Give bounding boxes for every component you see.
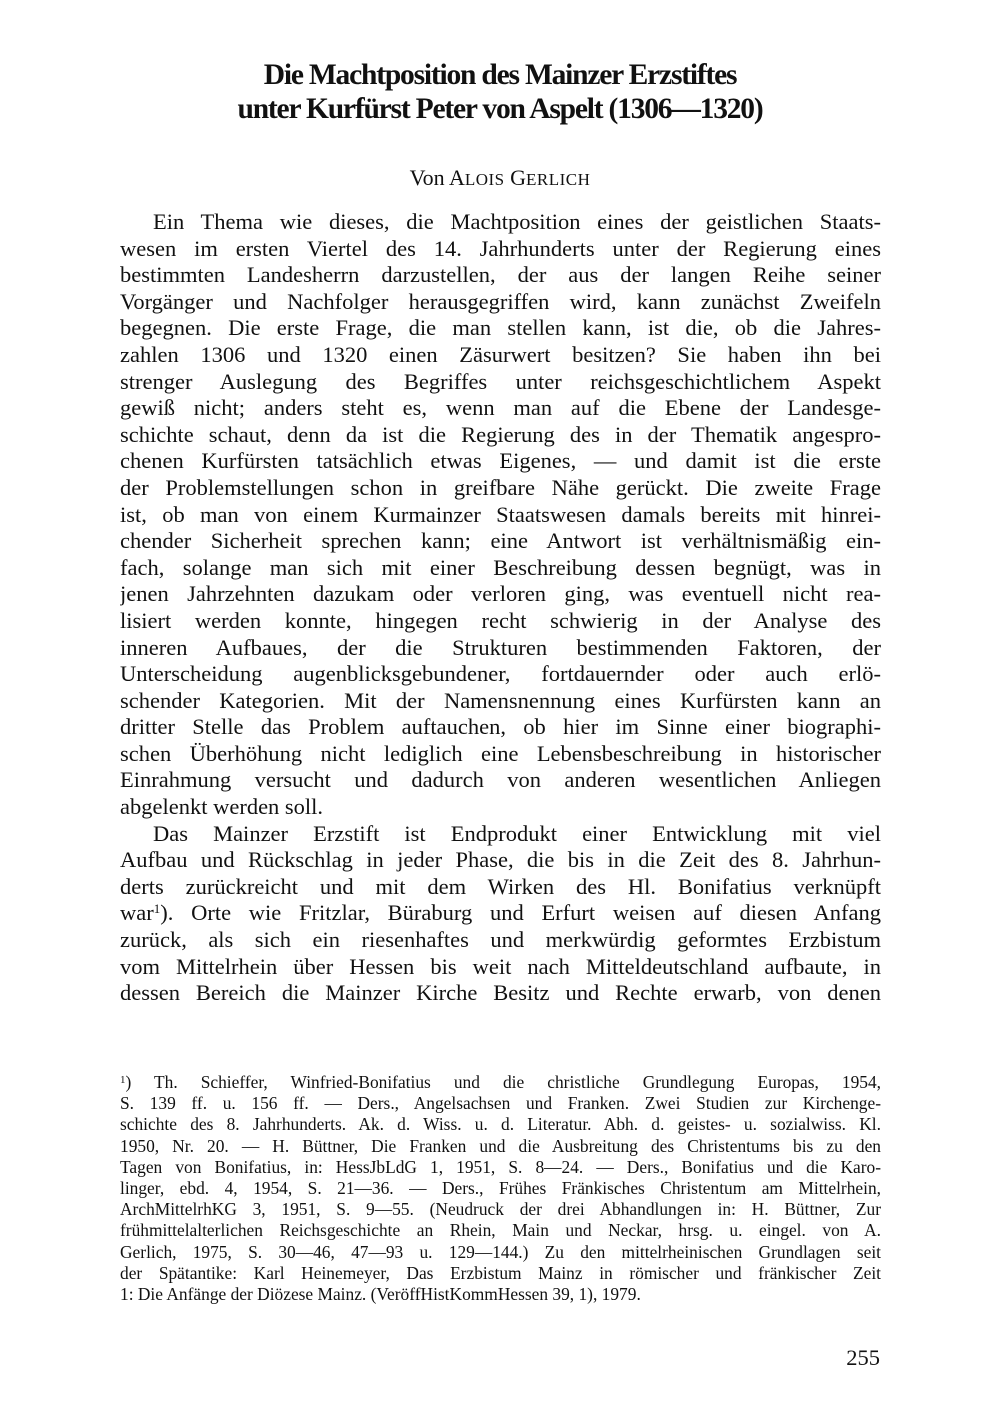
body-line bbox=[120, 741, 881, 768]
footnote-line bbox=[120, 1220, 881, 1241]
body-line-text: inneren Aufbaues, der die Strukturen bestimmenden Faktoren, der bbox=[120, 634, 881, 660]
body-line bbox=[120, 528, 881, 555]
body-line bbox=[120, 847, 881, 874]
body-line-text: Ein Thema wie dieses, die Machtposition eines der geistlichen Staats- bbox=[153, 209, 881, 234]
body-line bbox=[120, 874, 881, 901]
body-line-text: schen Überhöhung nicht lediglich eine Lebensbeschreibung in historischer bbox=[120, 740, 881, 766]
footnote-line-text: 1950, Nr. 20. — H. Büttner, Die Franken und die Ausbreitung des Christentums bis zu den bbox=[120, 1135, 881, 1156]
body-line-text-continued: ). Orte wie Fritzlar, Büraburg und Erfurt weisen auf diesen Anfang bbox=[160, 900, 881, 926]
body-line-text: schichte schaut, denn da ist die Regierung des in der Thematik angespro- bbox=[120, 421, 881, 447]
body-line bbox=[120, 794, 881, 821]
author-first-rest: LOIS bbox=[464, 170, 505, 189]
body-line bbox=[120, 289, 881, 316]
body-line bbox=[120, 342, 881, 369]
author-byline bbox=[120, 164, 880, 194]
body-line bbox=[120, 980, 881, 1007]
footnote-line bbox=[120, 1114, 881, 1135]
footnote-line bbox=[120, 1136, 881, 1157]
body-line bbox=[120, 927, 881, 954]
body-line bbox=[120, 448, 881, 475]
body-line-text: lisiert werden konnte, hingegen recht schwierig in der Analyse des bbox=[120, 607, 881, 633]
footnote-reference: 1 bbox=[153, 901, 161, 917]
author-last-initial: G bbox=[510, 165, 526, 190]
footnote-line-text: linger, ebd. 4, 1954, S. 21—36. — Ders., Frühes Fränkisches Christentum am Mittelrhein, bbox=[120, 1177, 881, 1198]
body-line-text: derts zurückreicht und mit dem Wirken des Hl. Bonifatius verknüpft bbox=[120, 873, 881, 899]
author-first-initial: A bbox=[448, 165, 465, 190]
body-line-text: chenen Kurfürsten tatsächlich etwas Eigenes, — und damit ist die erste bbox=[120, 448, 881, 474]
footnote-line bbox=[120, 1072, 881, 1093]
footnote-line-text: frühmittelalterlichen Reichsgeschichte an Rhein, Main und Neckar, hrsg. u. eingel. von A. bbox=[120, 1220, 881, 1241]
page-number: 255 bbox=[846, 1345, 880, 1370]
footnote-line bbox=[120, 1284, 881, 1305]
body-line bbox=[120, 395, 881, 422]
body-line-text: schender Kategorien. Mit der Namensnennung eines Kurfürsten kann an bbox=[120, 687, 881, 713]
body-line-text: begegnen. Die erste Frage, die man stellen kann, ist die, ob die Jahres- bbox=[120, 315, 881, 341]
body-text bbox=[120, 209, 881, 1007]
author-last-rest: ERLICH bbox=[526, 170, 591, 189]
footnote-number: 1 bbox=[120, 1074, 126, 1086]
body-line bbox=[120, 635, 881, 662]
body-line-text: der Problemstellungen schon in greifbare Nähe gerückt. Die zweite Frage bbox=[120, 474, 881, 500]
body-line-text: ist, ob man von einem Kurmainzer Staatswesen damals bereits mit hinrei- bbox=[120, 501, 881, 527]
body-line bbox=[120, 209, 881, 236]
footnote-line-text: der Spätantike: Karl Heinemeyer, Das Erzbistum Mainz in römischer und fränkischer Zeit bbox=[120, 1262, 881, 1283]
body-line bbox=[120, 422, 881, 449]
article-title-line-1: Die Machtposition des Mainzer Erzstiftes bbox=[263, 59, 737, 91]
body-line bbox=[120, 475, 881, 502]
body-line bbox=[120, 954, 881, 981]
body-line-text: abgelenkt werden soll. bbox=[120, 794, 324, 820]
body-line-text: gewiß nicht; anders steht es, wenn man auf die Ebene der Landesge- bbox=[120, 395, 881, 421]
body-line bbox=[120, 502, 881, 529]
body-line bbox=[120, 262, 881, 289]
body-line-text: dritter Stelle das Problem auftauchen, ob hier im Sinne einer biographi- bbox=[120, 714, 881, 740]
footnote-line bbox=[120, 1157, 881, 1178]
body-line-text: Das Mainzer Erzstift ist Endprodukt einer Entwicklung mit viel bbox=[153, 820, 881, 846]
body-line bbox=[120, 661, 881, 688]
footnote-line bbox=[120, 1242, 881, 1263]
footnote-line-text: Tagen von Bonifatius, in: HessJbLdG 1, 1951, S. 8—24. — Ders., Bonifatius und die Karo- bbox=[120, 1156, 881, 1177]
footnote-line-text: ArchMittelrhKG 3, 1951, S. 9—55. (Neudruck der drei Abhandlungen in: H. Büttner, Zur bbox=[120, 1199, 881, 1220]
body-line-text: zurück, als sich ein riesenhaftes und merkwürdig geformtes Erzbistum bbox=[120, 927, 881, 953]
body-line-text: vom Mittelrhein über Hessen bis weit nach Mitteldeutschland aufbaute, in bbox=[120, 953, 881, 979]
body-line-text: wesen im ersten Viertel des 14. Jahrhunderts unter der Regierung eines bbox=[120, 235, 881, 261]
body-line-text: war bbox=[120, 900, 154, 926]
body-line-text: Vorgänger und Nachfolger herausgegriffen wird, kann zunächst Zweifeln bbox=[120, 288, 881, 314]
body-line-text: Unterscheidung augenblicksgebundener, fortdauernder oder auch erlö- bbox=[120, 661, 881, 687]
byline-prefix: Von bbox=[409, 165, 449, 190]
body-line bbox=[120, 688, 881, 715]
body-line-text: jenen Jahrzehnten dazukam oder verloren ging, was eventuell nicht rea- bbox=[120, 581, 881, 607]
footnote-line bbox=[120, 1199, 881, 1220]
body-line-text: zahlen 1306 und 1320 einen Zäsurwert besitzen? Sie haben ihn bei bbox=[120, 341, 881, 367]
footnote-line-text: S. 139 ff. u. 156 ff. — Ders., Angelsachsen und Franken. Zwei Studien zur Kirchenge- bbox=[120, 1093, 881, 1114]
body-line bbox=[120, 315, 881, 342]
body-line-text: bestimmten Landesherrn darzustellen, der aus der langen Reihe seiner bbox=[120, 262, 881, 288]
body-line bbox=[120, 581, 881, 608]
footnote-line-text: ) Th. Schieffer, Winfried-Bonifatius und die christliche Grundlegung Europas, 1954, bbox=[125, 1072, 881, 1092]
body-line bbox=[120, 236, 881, 263]
footnote-line bbox=[120, 1093, 881, 1114]
footnote-line-text: schichte des 8. Jahrhunderts. Ak. d. Wiss. u. d. Literatur. Abh. d. geistes- u. sozialwiss. Kl. bbox=[120, 1114, 881, 1135]
body-line-text: dessen Bereich die Mainzer Kirche Besitz und Rechte erwarb, von denen bbox=[120, 980, 881, 1006]
body-line bbox=[120, 714, 881, 741]
body-line bbox=[120, 369, 881, 396]
body-line bbox=[120, 608, 881, 635]
body-line bbox=[120, 821, 881, 848]
footnote-line bbox=[120, 1178, 881, 1199]
body-line-text: chender Sicherheit sprechen kann; eine Antwort ist verhältnismäßig ein- bbox=[120, 528, 881, 554]
body-line bbox=[120, 767, 881, 794]
footnote-line bbox=[120, 1263, 881, 1284]
body-line bbox=[120, 555, 881, 582]
body-line-text: fach, solange man sich mit einer Beschreibung dessen begnügt, was in bbox=[120, 554, 881, 580]
footnotes bbox=[120, 1072, 881, 1305]
footnote-line-text: Gerlich, 1975, S. 30—46, 47—93 u. 129—144.) Zu den mittelrheinischen Grundlagen seit bbox=[120, 1241, 881, 1262]
body-line-text: Einrahmung versucht und dadurch von anderen wesentlichen Anliegen bbox=[120, 767, 881, 793]
body-line bbox=[120, 900, 881, 927]
body-line-text: Aufbau und Rückschlag in jeder Phase, die bis in die Zeit des 8. Jahrhun- bbox=[120, 847, 881, 873]
body-line-text: strenger Auslegung des Begriffes unter reichsgeschichtlichem Aspekt bbox=[120, 368, 881, 394]
article-title-line-2: unter Kurfürst Peter von Aspelt (1306—1320) bbox=[237, 93, 763, 125]
footnote-line-text: 1: Die Anfänge der Diözese Mainz. (VeröffHistKommHessen 39, 1), 1979. bbox=[120, 1283, 641, 1304]
